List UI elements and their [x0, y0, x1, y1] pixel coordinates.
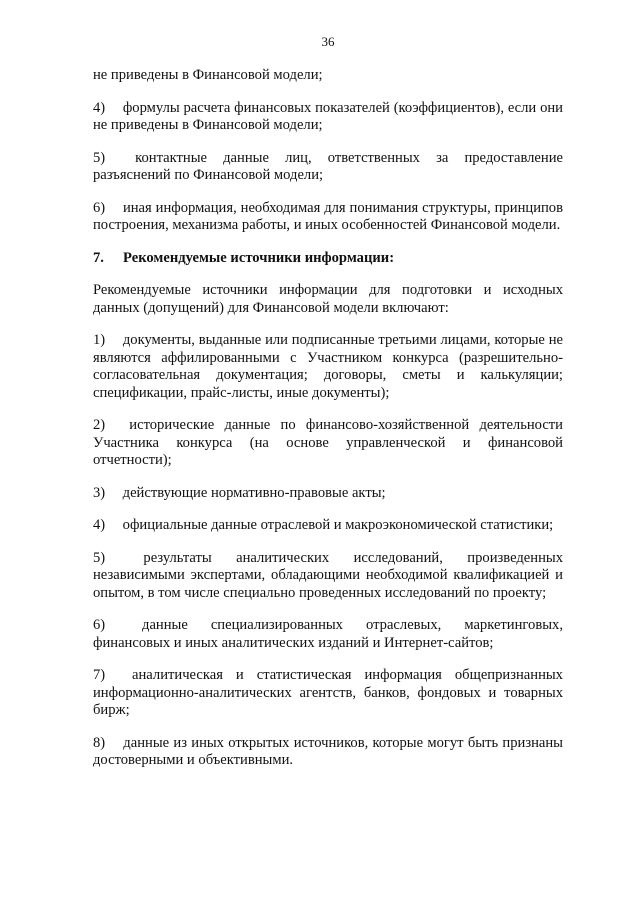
list-item-text: официальные данные отраслевой и макроэкономической статистики;	[122, 517, 554, 533]
list-item-text: исторические данные по финансово-хозяйственной деятельности Участника конкурса (на основе управленческой и финансовой отчетности);	[93, 417, 563, 468]
section-heading	[93, 250, 563, 268]
list-item-b-5	[93, 550, 563, 603]
list-item-b-4	[93, 517, 563, 535]
section-number: 7.	[93, 249, 104, 266]
list-item-a-6	[93, 200, 563, 235]
list-item-text: данные из иных открытых источников, которые могут быть признаны достоверными и объективными.	[93, 734, 563, 768]
list-item-number: 7)	[93, 667, 106, 683]
list-item-number: 4)	[93, 99, 106, 116]
section-intro: Рекомендуемые источники информации для подготовки и исходных данных (допущений) для Финансовой модели включают:	[93, 282, 563, 316]
list-item-b-7	[93, 667, 563, 720]
list-item-number: 3)	[93, 484, 106, 501]
document-page	[93, 34, 563, 785]
list-item-number: 8)	[93, 734, 106, 751]
list-item-b-8	[93, 735, 563, 770]
list-item-b-1	[93, 332, 563, 402]
list-item-number: 5)	[93, 149, 106, 166]
list-item-b-3	[93, 485, 563, 503]
list-item-b-6	[93, 617, 563, 652]
list-item-number: 6)	[93, 617, 106, 633]
list-item-text: документы, выданные или подписанные третьими лицами, которые не являются аффилированными с Участником конкурса (разрешительно-согласовательная документация; договоры, сметы и калькуляции; спецификации, прайс-листы, иные документы);	[93, 332, 563, 401]
list-item-text: действующие нормативно-правовые акты;	[122, 484, 386, 501]
section-title: Рекомендуемые источники информации:	[123, 249, 395, 266]
list-item-a-5	[93, 150, 563, 185]
list-item-text: результаты аналитических исследований, произведенных независимыми экспертами, обладающими необходимой квалификацией и опытом, в том числе специально проведенных исследований по проекту;	[93, 549, 563, 601]
page-number: 36	[321, 34, 335, 49]
list-item-number: 1)	[93, 332, 106, 348]
list-item-text: иная информация, необходимая для понимания структуры, принципов построения, механизма работы, и иных особенностей Финансовой модели.	[93, 199, 563, 233]
list-item-a-4	[93, 100, 563, 135]
list-item-text: контактные данные лиц, ответственных за предоставление разъяснений по Финансовой модели;	[93, 149, 563, 183]
list-item-text: данные специализированных отраслевых, маркетинговых, финансовых и иных аналитических изданий и Интернет-сайтов;	[93, 617, 563, 651]
list-item-number: 6)	[93, 199, 106, 216]
list-item-number: 5)	[93, 549, 106, 566]
list-item-text: аналитическая и статистическая информация общепризнанных информационно-аналитических агентств, банков, фондовых и товарных бирж;	[93, 667, 563, 718]
list-item-text: формулы расчета финансовых показателей (коэффициентов), если они не приведены в Финансовой модели;	[93, 99, 563, 133]
list-item-b-2	[93, 417, 563, 470]
list-item-number: 4)	[93, 517, 106, 533]
list-item-number: 2)	[93, 417, 106, 433]
intro-continuation: не приведены в Финансовой модели;	[93, 67, 323, 83]
